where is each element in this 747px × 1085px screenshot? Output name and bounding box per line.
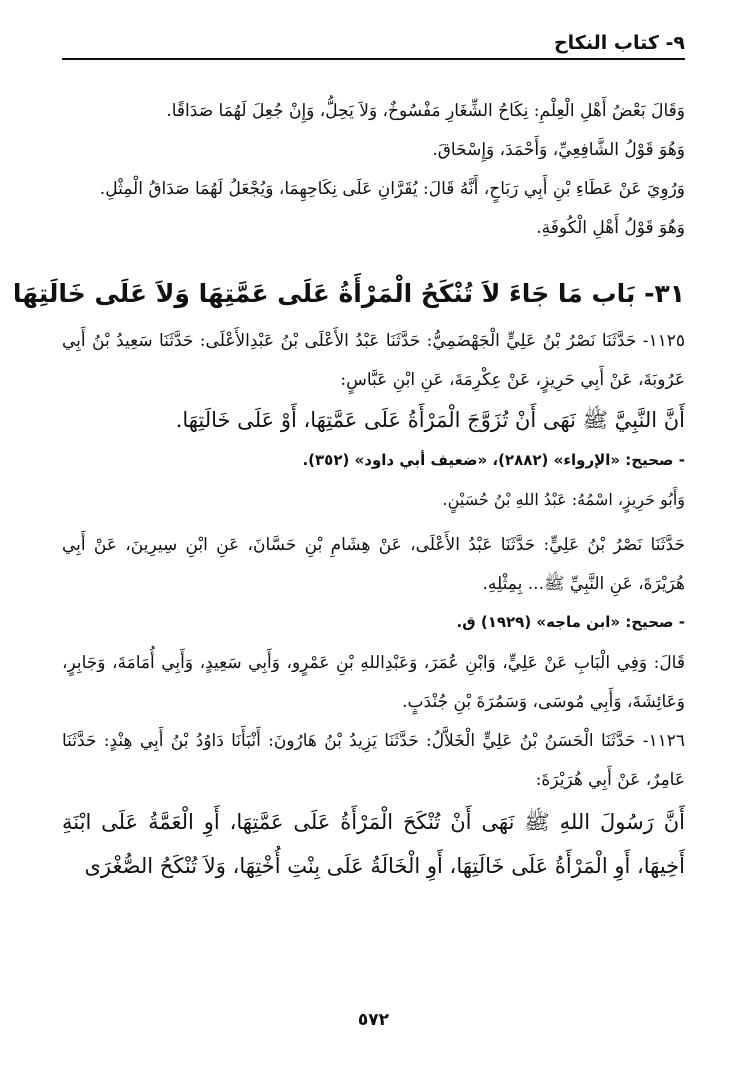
hadith-1126-isnad: ١١٢٦- حَدَّثَنَا الْحَسَنُ بْنُ عَلِيٍّ الْخَلاَّلُ: حَدَّثَنَا يَزِيدُ بْنُ هَارُونَ: أَنْبَأَنَا دَاوُدُ بْنُ أَبِي هِنْدٍ: حَدَّثَنَا عَامِرٌ، عَنْ أَبِي هُرَيْرَةَ: [62,731,685,790]
hadith-1125-matn: أَنَّ النَّبِيَّ ﷺ نَهَى أَنْ تُزَوَّجَ الْمَرْأَةُ عَلَى عَمَّتِهَا، أَوْ عَلَى خَالَتِهَا. [175,408,685,432]
second-isnad: حَدَّثَنَا نَصْرُ بْنُ عَلِيٍّ: حَدَّثَنَا عَبْدُ الأَعْلَى، عَنْ هِشَامِ بْنِ حَسَّانَ، عَنِ ابْنِ سِيرِينَ، عَنْ أَبِي هُرَيْرَةَ، عَنِ النَّبِيِّ ﷺ... بِمِثْلِهِ. [62,535,685,594]
hadith-1125-isnad: ١١٢٥- حَدَّثَنَا نَصْرُ بْنُ عَلِيٍّ الْجَهْضَمِيُّ: حَدَّثَنَا عَبْدُ الأَعْلَى بْنُ عَبْدِالأَعْلَى: حَدَّثَنَا سَعِيدُ بْنُ أَبِي عَرُوبَةَ، عَنْ أَبِي حَرِيزٍ، عَنْ عِكْرِمَةَ، عَنِ ابْنِ عَبَّاسٍ: [62,331,685,390]
paragraph-shighar-ruling: وَقَالَ بَعْضُ أَهْلِ الْعِلْمِ: نِكَاحُ الشِّغَارِ مَفْسُوخٌ، وَلاَ يَحِلُّ، وَإِنْ جُعِلَ لَهُمَا صَدَاقًا. [166,101,685,121]
hadith-1125-grade: - صحيح: «الإرواء» (٢٨٨٢)، «ضعيف أبي داود» (٣٥٢). [302,451,685,469]
chapter-heading: ٣١- بَاب مَا جَاءَ لاَ تُنْكَحُ الْمَرْأَةُ عَلَى عَمَّتِهَا وَلاَ عَلَى خَالَتِهَا [12,279,685,308]
paragraph-kufa-opinion: وَهُوَ قَوْلُ أَهْلِ الْكُوفَةِ. [536,218,685,238]
fil-bab-paragraph: قَالَ: وَفِي الْبَابِ عَنْ عَلِيٍّ، وَابْنِ عُمَرَ، وَعَبْدِاللهِ بْنِ عَمْرٍو، وَأَبِي سَعِيدٍ، وَأَبِي أُمَامَةَ، وَجَابِرٍ، وَعَائِشَةَ، وَأَبِي مُوسَى، وَسَمُرَةَ بْنِ جُنْدَبٍ. [62,653,685,712]
page-number: ٥٧٢ [357,1010,390,1030]
header-title: ٩- كتاب النكاح [553,32,685,54]
second-isnad-grade: - صحيح: «ابن ماجه» (١٩٢٩) ق. [456,613,685,631]
abu-hariz-note: وَأَبُو حَرِيزٍ، اسْمُهُ: عَبْدُ اللهِ بْنُ حُسَيْنٍ. [442,490,685,509]
header-rule [62,58,685,60]
paragraph-scholars-opinion: وَهُوَ قَوْلُ الشَّافِعِيِّ، وَأَحْمَدَ، وَإِسْحَاقَ. [432,140,685,160]
page-content [12,92,685,888]
hadith-1126-matn: أَنَّ رَسُولَ اللهِ ﷺ نَهَى أَنْ تُنْكَحَ الْمَرْأَةُ عَلَى عَمَّتِهَا، أَوِ الْعَمَّةُ عَلَى ابْنَةِ أَخِيهَا، أَوِ الْمَرْأَةُ عَلَى خَالَتِهَا، أَوِ الْخَالَةُ عَلَى بِنْتِ أُخْتِهَا، وَلاَ تُنْكَحُ الصُّغْرَى [62,810,685,878]
running-header [62,28,685,60]
paragraph-ata-report: وَرُوِيَ عَنْ عَطَاءِ بْنِ أَبِي رَبَاحٍ، أَنَّهُ قَالَ: يُقَرَّانِ عَلَى نِكَاحِهِمَا، وَيُجْعَلُ لَهُمَا صَدَاقُ الْمِثْلِ. [99,179,685,199]
